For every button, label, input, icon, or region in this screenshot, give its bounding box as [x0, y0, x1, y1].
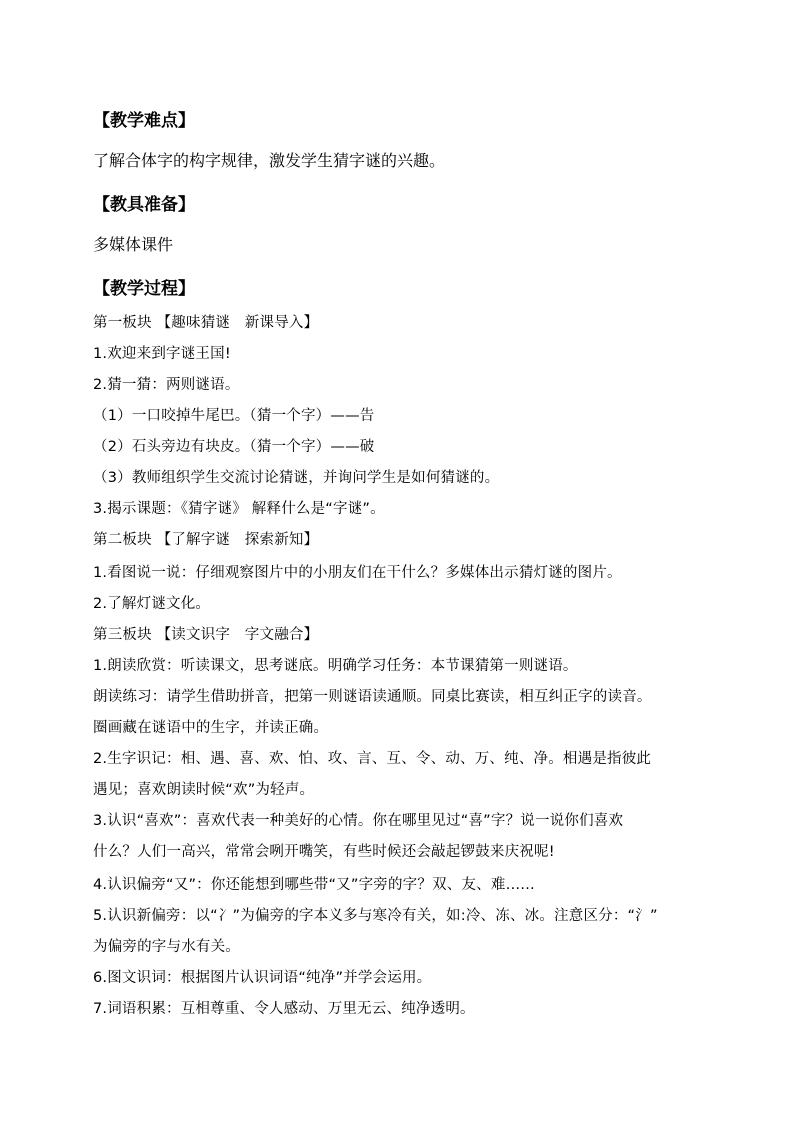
process-line: 2.生字识记：相、遇、喜、欢、怕、攻、言、互、令、动、万、纯、净。相遇是指彼此 — [93, 751, 652, 767]
process-line: 什么？人们一高兴，常常会咧开嘴笑，有些时候还会敲起锣鼓来庆祝呢! — [93, 844, 555, 860]
process-line: 3.揭示课题：《猜字谜》 解释什么是“字谜”。 — [93, 501, 385, 517]
process-line: 2.猜一猜：两则谜语。 — [93, 377, 240, 393]
process-line: 为偏旁的字与水有关。 — [93, 939, 240, 955]
process-line: （3）教师组织学生交流讨论猜谜，并询问学生是如何猜谜的。 — [93, 470, 500, 486]
teaching-difficulty-text: 了解合体字的构字规律，激发学生猜字谜的兴趣。 — [93, 151, 446, 170]
process-line: 5.认识新偏旁：以“冫”为偏旁的字本义多与寒冷有关，如:冷、冻、冰。注意区分：“氵” — [93, 908, 658, 924]
process-line: （1）一口咬掉牛尾巴。（猜一个字）——告 — [93, 408, 375, 424]
process-line: 3.认识“喜欢”：喜欢代表一种美好的心情。你在哪里见过“喜”字？说一说你们喜欢 — [93, 813, 624, 829]
process-line: 7.词语积累：互相尊重、令人感动、万里无云、纯净透明。 — [93, 1001, 475, 1017]
process-line: 2.了解灯谜文化。 — [93, 596, 211, 612]
process-line: 6.图文识词：根据图片认识词语“纯净”并学会运用。 — [93, 970, 432, 986]
process-line: 圈画藏在谜语中的生字，并读正确。 — [93, 720, 329, 736]
heading-teaching-difficulty: 【教学难点】 — [93, 111, 195, 131]
process-line: 第一板块 【趣味猜谜 新课导入】 — [93, 315, 319, 331]
teaching-tools-text: 多媒体课件 — [93, 235, 174, 254]
process-line: （2）石头旁边有块皮。（猜一个字）——破 — [93, 439, 375, 455]
process-line: 1.看图说一说：仔细观察图片中的小朋友们在干什么？多媒体出示猜灯谜的图片。 — [93, 565, 622, 581]
process-line: 第二板块 【了解字谜 探索新知】 — [93, 532, 319, 548]
heading-teaching-process: 【教学过程】 — [93, 279, 195, 299]
process-line: 4.认识偏旁“又”：你还能想到哪些带“又”字旁的字？双、友、难…… — [93, 877, 535, 893]
process-line: 1.欢迎来到字谜王国! — [93, 346, 231, 362]
process-line: 第三板块 【读文识字 字文融合】 — [93, 627, 319, 643]
heading-teaching-tools: 【教具准备】 — [93, 195, 195, 215]
process-line: 朗读练习：请学生借助拼音，把第一则谜语读通顺。同桌比赛读，相互纠正字的读音。 — [93, 689, 652, 705]
process-line: 1.朗读欣赏：听读课文，思考谜底。明确学习任务：本节课猜第一则谜语。 — [93, 658, 578, 674]
process-line: 遇见；喜欢朗读时候“欢”为轻声。 — [93, 782, 315, 798]
